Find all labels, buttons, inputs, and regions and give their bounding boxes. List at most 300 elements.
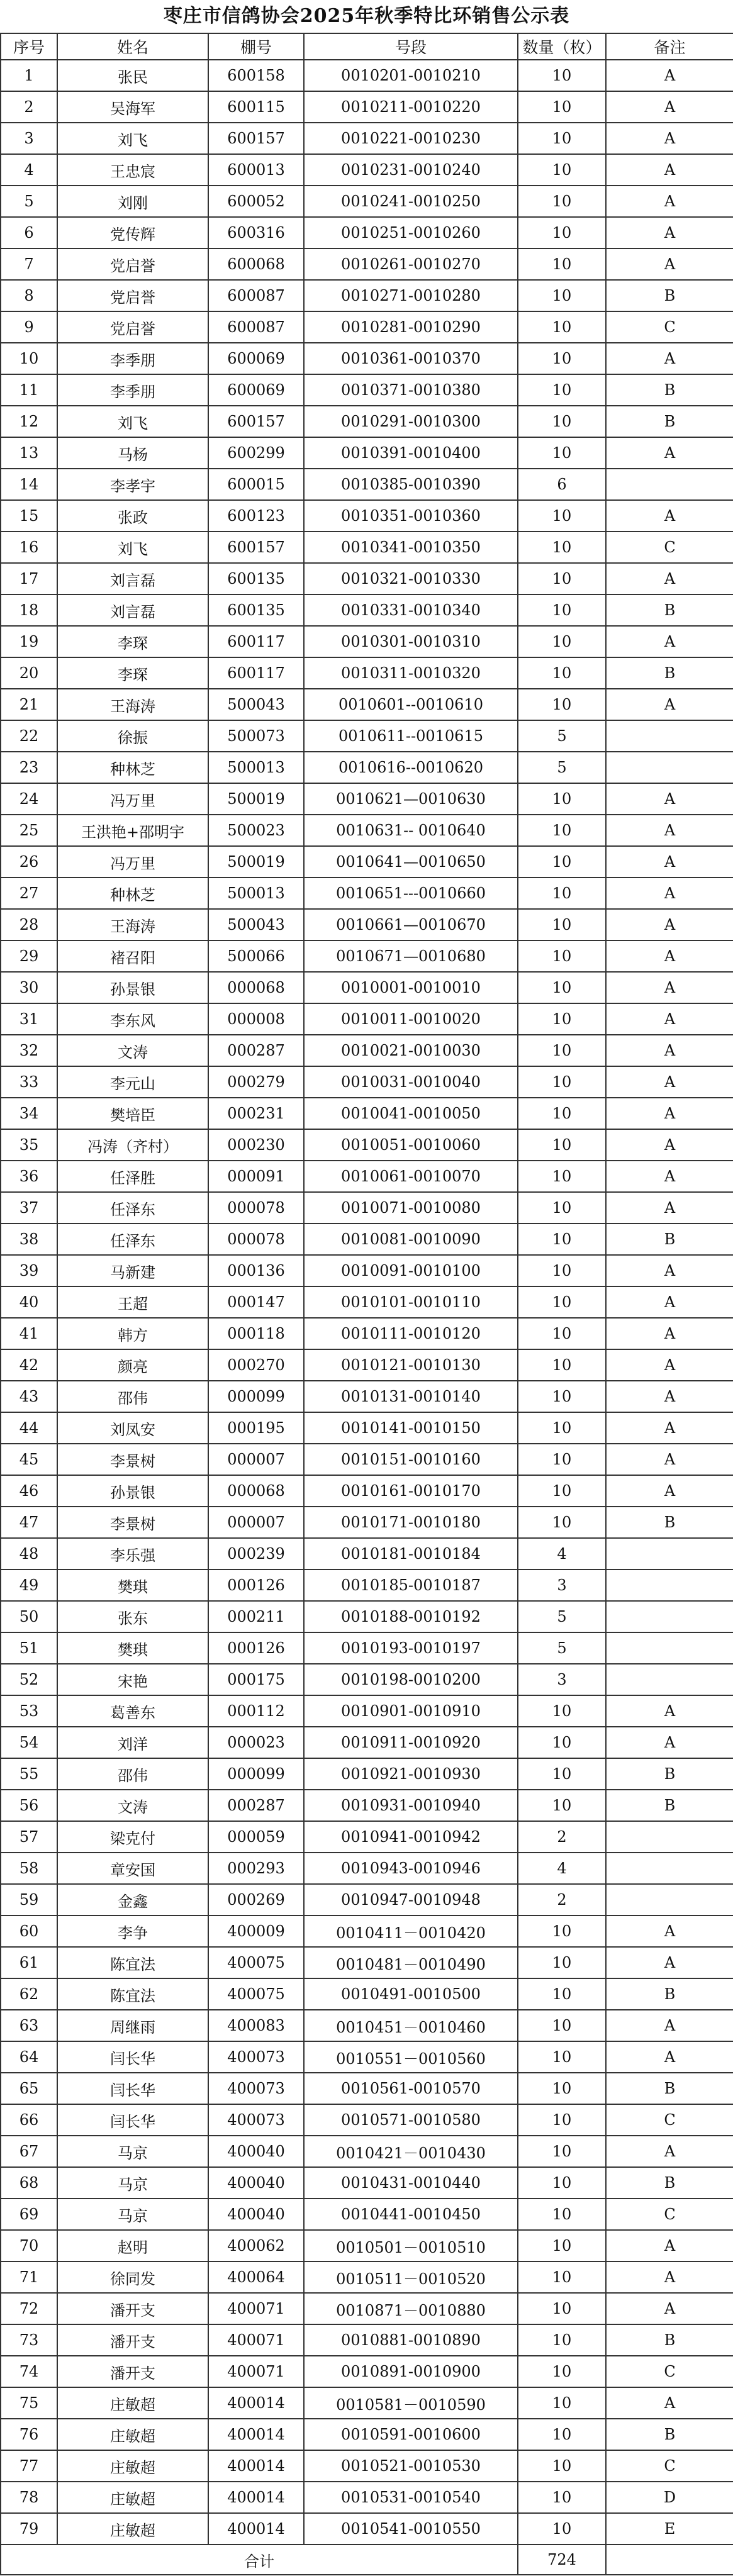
row-quantity: 10: [518, 1224, 606, 1255]
row-index: 65: [1, 2073, 57, 2104]
row-remark: [606, 1853, 733, 1884]
row-index: 78: [1, 2482, 57, 2513]
row-name: 王海涛: [57, 689, 208, 720]
table-row: [1, 1570, 733, 1601]
row-shed-number: 500073: [208, 720, 304, 752]
row-remark: B: [606, 406, 733, 437]
row-index: 21: [1, 689, 57, 720]
row-remark: A: [606, 437, 733, 469]
total-row: [1, 2545, 733, 2575]
row-name: 刘飞: [57, 123, 208, 154]
row-index: 69: [1, 2199, 57, 2230]
row-ring-range: 0010221-0010230: [304, 123, 518, 154]
row-name: 李孝宇: [57, 469, 208, 500]
row-index: 36: [1, 1161, 57, 1192]
row-ring-range: 0010531-0010540: [304, 2482, 518, 2513]
row-ring-range: 0010091-0010100: [304, 1255, 518, 1286]
row-ring-range: 0010941-0010942: [304, 1821, 518, 1853]
row-shed-number: 600068: [208, 248, 304, 280]
row-remark: A: [606, 248, 733, 280]
table-row: [1, 783, 733, 815]
row-quantity: 10: [518, 2041, 606, 2073]
row-remark: [606, 469, 733, 500]
row-name: 庄敏超: [57, 2450, 208, 2482]
row-index: 66: [1, 2104, 57, 2136]
row-shed-number: 000239: [208, 1538, 304, 1570]
row-ring-range: 0010943-0010946: [304, 1853, 518, 1884]
row-index: 58: [1, 1853, 57, 1884]
row-index: 60: [1, 1915, 57, 1947]
row-shed-number: 400064: [208, 2261, 304, 2293]
row-quantity: 10: [518, 500, 606, 532]
row-ring-range: 0010947-0010948: [304, 1884, 518, 1915]
row-name: 种林芝: [57, 878, 208, 909]
row-index: 2: [1, 91, 57, 123]
row-quantity: 5: [518, 1632, 606, 1664]
row-name: 王海涛: [57, 909, 208, 940]
row-name: 李季朋: [57, 343, 208, 374]
row-shed-number: 500043: [208, 909, 304, 940]
row-shed-number: 400014: [208, 2513, 304, 2545]
row-index: 55: [1, 1758, 57, 1790]
row-remark: A: [606, 878, 733, 909]
row-index: 75: [1, 2387, 57, 2419]
row-remark: [606, 1821, 733, 1853]
row-index: 31: [1, 1003, 57, 1035]
row-quantity: 10: [518, 1507, 606, 1538]
row-shed-number: 000195: [208, 1412, 304, 1444]
row-remark: A: [606, 2230, 733, 2261]
row-remark: E: [606, 2513, 733, 2545]
row-quantity: 10: [518, 1947, 606, 1978]
table-row: [1, 720, 733, 752]
row-ring-range: 0010291-0010300: [304, 406, 518, 437]
row-quantity: 10: [518, 626, 606, 657]
table-row: [1, 657, 733, 689]
row-name: 任泽胜: [57, 1161, 208, 1192]
row-remark: [606, 1538, 733, 1570]
row-quantity: 10: [518, 154, 606, 186]
row-remark: D: [606, 2482, 733, 2513]
row-index: 74: [1, 2356, 57, 2387]
row-ring-range: 0010301-0010310: [304, 626, 518, 657]
header-name: 姓名: [57, 33, 208, 60]
table-row: [1, 1632, 733, 1664]
row-quantity: 10: [518, 2261, 606, 2293]
row-ring-range: 0010421－0010430: [304, 2136, 518, 2167]
row-ring-range: 0010171-0010180: [304, 1507, 518, 1538]
row-shed-number: 000007: [208, 1507, 304, 1538]
row-name: 马京: [57, 2199, 208, 2230]
row-name: 邵伟: [57, 1758, 208, 1790]
row-shed-number: 000230: [208, 1129, 304, 1161]
table-row: [1, 2167, 733, 2199]
row-name: 赵明: [57, 2230, 208, 2261]
row-name: 李季朋: [57, 374, 208, 406]
row-index: 50: [1, 1601, 57, 1632]
row-remark: A: [606, 186, 733, 217]
row-remark: B: [606, 280, 733, 311]
row-index: 52: [1, 1664, 57, 1695]
row-index: 15: [1, 500, 57, 532]
row-index: 30: [1, 972, 57, 1003]
row-shed-number: 400009: [208, 1915, 304, 1947]
row-quantity: 10: [518, 2073, 606, 2104]
row-quantity: 10: [518, 311, 606, 343]
row-remark: [606, 1664, 733, 1695]
row-quantity: 10: [518, 1066, 606, 1098]
row-remark: B: [606, 1507, 733, 1538]
row-quantity: 10: [518, 2010, 606, 2041]
row-quantity: 10: [518, 815, 606, 846]
row-remark: A: [606, 1255, 733, 1286]
row-shed-number: 000136: [208, 1255, 304, 1286]
row-name: 张政: [57, 500, 208, 532]
table-row: [1, 2104, 733, 2136]
row-quantity: 10: [518, 1915, 606, 1947]
row-name: 马杨: [57, 437, 208, 469]
row-remark: A: [606, 1349, 733, 1381]
total-label: 合计: [1, 2545, 518, 2575]
row-shed-number: 000008: [208, 1003, 304, 1035]
row-name: 张民: [57, 60, 208, 91]
table-row: [1, 1695, 733, 1727]
row-name: 李景树: [57, 1444, 208, 1475]
row-remark: A: [606, 626, 733, 657]
row-ring-range: 0010541-0010550: [304, 2513, 518, 2545]
table-row: [1, 1790, 733, 1821]
row-remark: A: [606, 2136, 733, 2167]
table-header-row: [1, 33, 733, 60]
table-row: [1, 1349, 733, 1381]
row-ring-range: 0010161-0010170: [304, 1475, 518, 1507]
row-shed-number: 400062: [208, 2230, 304, 2261]
row-quantity: 10: [518, 91, 606, 123]
row-ring-range: 0010061-0010070: [304, 1161, 518, 1192]
row-quantity: 10: [518, 972, 606, 1003]
row-index: 29: [1, 940, 57, 972]
row-remark: [606, 1884, 733, 1915]
table-row: [1, 60, 733, 91]
row-shed-number: 600015: [208, 469, 304, 500]
row-name: 潘开支: [57, 2356, 208, 2387]
row-remark: A: [606, 909, 733, 940]
row-index: 41: [1, 1318, 57, 1349]
row-shed-number: 600117: [208, 626, 304, 657]
row-ring-range: 0010141-0010150: [304, 1412, 518, 1444]
row-remark: A: [606, 563, 733, 594]
row-name: 李争: [57, 1915, 208, 1947]
row-quantity: 10: [518, 2104, 606, 2136]
row-quantity: 10: [518, 123, 606, 154]
row-name: 陈宜法: [57, 1947, 208, 1978]
row-ring-range: 0010331-0010340: [304, 594, 518, 626]
table-row: [1, 1915, 733, 1947]
row-quantity: 10: [518, 1035, 606, 1066]
row-name: 李琛: [57, 657, 208, 689]
row-shed-number: 500013: [208, 752, 304, 783]
page-title: 枣庄市信鸽协会2025年秋季特比环销售公示表: [163, 5, 570, 27]
row-index: 3: [1, 123, 57, 154]
row-remark: A: [606, 1035, 733, 1066]
row-quantity: 10: [518, 1098, 606, 1129]
table-row: [1, 2073, 733, 2104]
row-name: 周继雨: [57, 2010, 208, 2041]
row-index: 1: [1, 60, 57, 91]
row-index: 6: [1, 217, 57, 248]
row-quantity: 10: [518, 2482, 606, 2513]
table-row: [1, 563, 733, 594]
row-name: 闫长华: [57, 2041, 208, 2073]
row-index: 47: [1, 1507, 57, 1538]
row-ring-range: 0010271-0010280: [304, 280, 518, 311]
row-index: 37: [1, 1192, 57, 1224]
row-ring-range: 0010521-0010530: [304, 2450, 518, 2482]
sales-table: [0, 33, 733, 2575]
row-quantity: 10: [518, 1412, 606, 1444]
table-row: [1, 2199, 733, 2230]
row-quantity: 10: [518, 1003, 606, 1035]
row-quantity: 10: [518, 1475, 606, 1507]
table-row: [1, 2324, 733, 2356]
row-shed-number: 400075: [208, 1947, 304, 1978]
row-ring-range: 0010451－0010460: [304, 2010, 518, 2041]
row-shed-number: 400040: [208, 2199, 304, 2230]
row-quantity: 10: [518, 594, 606, 626]
table-row: [1, 343, 733, 374]
row-index: 33: [1, 1066, 57, 1098]
row-index: 48: [1, 1538, 57, 1570]
row-remark: A: [606, 217, 733, 248]
row-ring-range: 0010261-0010270: [304, 248, 518, 280]
row-remark: A: [606, 1475, 733, 1507]
row-index: 16: [1, 532, 57, 563]
row-index: 19: [1, 626, 57, 657]
row-ring-range: 0010651---0010660: [304, 878, 518, 909]
row-remark: B: [606, 2419, 733, 2450]
row-name: 李元山: [57, 1066, 208, 1098]
table-row: [1, 123, 733, 154]
table-row: [1, 1758, 733, 1790]
row-index: 12: [1, 406, 57, 437]
row-ring-range: 0010121-0010130: [304, 1349, 518, 1381]
row-remark: A: [606, 846, 733, 878]
row-name: 张东: [57, 1601, 208, 1632]
row-shed-number: 600157: [208, 406, 304, 437]
row-shed-number: 000112: [208, 1695, 304, 1727]
row-ring-range: 0010601--0010610: [304, 689, 518, 720]
row-index: 14: [1, 469, 57, 500]
table-row: [1, 815, 733, 846]
row-remark: B: [606, 594, 733, 626]
row-ring-range: 0010921-0010930: [304, 1758, 518, 1790]
row-name: 王洪艳+邵明宇: [57, 815, 208, 846]
row-shed-number: 500019: [208, 783, 304, 815]
row-name: 刘凤安: [57, 1412, 208, 1444]
row-ring-range: 0010431-0010440: [304, 2167, 518, 2199]
row-ring-range: 0010181-0010184: [304, 1538, 518, 1570]
row-index: 7: [1, 248, 57, 280]
row-remark: A: [606, 1727, 733, 1758]
row-ring-range: 0010041-0010050: [304, 1098, 518, 1129]
table-row: [1, 594, 733, 626]
row-index: 43: [1, 1381, 57, 1412]
row-quantity: 10: [518, 1978, 606, 2010]
table-row: [1, 2387, 733, 2419]
row-remark: A: [606, 60, 733, 91]
table-row: [1, 1192, 733, 1224]
row-quantity: 5: [518, 1601, 606, 1632]
row-ring-range: 0010881-0010890: [304, 2324, 518, 2356]
table-row: [1, 374, 733, 406]
row-index: 17: [1, 563, 57, 594]
row-shed-number: 000279: [208, 1066, 304, 1098]
row-shed-number: 000099: [208, 1758, 304, 1790]
row-name: 樊琪: [57, 1632, 208, 1664]
row-shed-number: 600157: [208, 123, 304, 154]
row-shed-number: 600299: [208, 437, 304, 469]
row-ring-range: 0010251-0010260: [304, 217, 518, 248]
row-ring-range: 0010591-0010600: [304, 2419, 518, 2450]
table-row: [1, 2482, 733, 2513]
row-shed-number: 000078: [208, 1192, 304, 1224]
table-row: [1, 2356, 733, 2387]
row-ring-range: 0010901-0010910: [304, 1695, 518, 1727]
row-index: 54: [1, 1727, 57, 1758]
table-row: [1, 1035, 733, 1066]
row-index: 51: [1, 1632, 57, 1664]
row-name: 任泽东: [57, 1192, 208, 1224]
row-remark: B: [606, 374, 733, 406]
row-name: 刘言磊: [57, 594, 208, 626]
row-index: 34: [1, 1098, 57, 1129]
row-name: 褚召阳: [57, 940, 208, 972]
row-remark: B: [606, 657, 733, 689]
row-shed-number: 400071: [208, 2324, 304, 2356]
row-name: 刘飞: [57, 532, 208, 563]
row-remark: B: [606, 2324, 733, 2356]
total-value: 724: [518, 2545, 606, 2575]
header-remark: 备注: [606, 33, 733, 60]
row-name: 李乐强: [57, 1538, 208, 1570]
row-quantity: 10: [518, 1349, 606, 1381]
row-index: 40: [1, 1286, 57, 1318]
row-name: 梁克付: [57, 1821, 208, 1853]
row-shed-number: 400073: [208, 2041, 304, 2073]
row-index: 61: [1, 1947, 57, 1978]
row-remark: A: [606, 1381, 733, 1412]
table-row: [1, 1821, 733, 1853]
row-remark: A: [606, 1286, 733, 1318]
row-shed-number: 000078: [208, 1224, 304, 1255]
row-remark: B: [606, 2167, 733, 2199]
row-quantity: 10: [518, 783, 606, 815]
table-row: [1, 1978, 733, 2010]
row-ring-range: 0010185-0010187: [304, 1570, 518, 1601]
row-shed-number: 000059: [208, 1821, 304, 1853]
row-quantity: 10: [518, 1758, 606, 1790]
table-row: [1, 2010, 733, 2041]
row-quantity: 10: [518, 406, 606, 437]
table-row: [1, 1224, 733, 1255]
row-name: 刘言磊: [57, 563, 208, 594]
row-ring-range: 0010051-0010060: [304, 1129, 518, 1161]
row-ring-range: 0010321-0010330: [304, 563, 518, 594]
row-quantity: 10: [518, 2419, 606, 2450]
row-ring-range: 0010001-0010010: [304, 972, 518, 1003]
row-quantity: 3: [518, 1570, 606, 1601]
row-shed-number: 400083: [208, 2010, 304, 2041]
row-index: 56: [1, 1790, 57, 1821]
row-name: 潘开支: [57, 2324, 208, 2356]
row-ring-range: 0010501－0010510: [304, 2230, 518, 2261]
row-remark: A: [606, 1129, 733, 1161]
header-ring-range: 号段: [304, 33, 518, 60]
table-row: [1, 437, 733, 469]
header-shed-number: 棚号: [208, 33, 304, 60]
row-remark: A: [606, 343, 733, 374]
row-shed-number: 000293: [208, 1853, 304, 1884]
row-name: 韩方: [57, 1318, 208, 1349]
row-index: 18: [1, 594, 57, 626]
row-remark: A: [606, 123, 733, 154]
table-row: [1, 1381, 733, 1412]
table-row: [1, 217, 733, 248]
row-name: 刘洋: [57, 1727, 208, 1758]
row-ring-range: 0010198-0010200: [304, 1664, 518, 1695]
row-ring-range: 0010031-0010040: [304, 1066, 518, 1098]
row-ring-range: 0010281-0010290: [304, 311, 518, 343]
row-name: 马新建: [57, 1255, 208, 1286]
row-name: 樊培臣: [57, 1098, 208, 1129]
table-row: [1, 1255, 733, 1286]
table-row: [1, 469, 733, 500]
row-ring-range: 0010101-0010110: [304, 1286, 518, 1318]
row-index: 4: [1, 154, 57, 186]
row-quantity: 10: [518, 186, 606, 217]
row-index: 67: [1, 2136, 57, 2167]
row-remark: A: [606, 1098, 733, 1129]
table-row: [1, 2450, 733, 2482]
row-ring-range: 0010021-0010030: [304, 1035, 518, 1066]
row-quantity: 10: [518, 2167, 606, 2199]
row-quantity: 5: [518, 720, 606, 752]
row-remark: C: [606, 532, 733, 563]
row-ring-range: 0010671—0010680: [304, 940, 518, 972]
row-name: 李景树: [57, 1507, 208, 1538]
row-remark: A: [606, 783, 733, 815]
row-remark: B: [606, 1978, 733, 2010]
row-name: 庄敏超: [57, 2387, 208, 2419]
row-quantity: 10: [518, 909, 606, 940]
row-ring-range: 0010151-0010160: [304, 1444, 518, 1475]
table-row: [1, 280, 733, 311]
row-index: 25: [1, 815, 57, 846]
row-index: 26: [1, 846, 57, 878]
row-name: 党启誉: [57, 248, 208, 280]
row-quantity: 10: [518, 1255, 606, 1286]
row-quantity: 10: [518, 1286, 606, 1318]
row-name: 刘刚: [57, 186, 208, 217]
table-row: [1, 2419, 733, 2450]
table-row: [1, 626, 733, 657]
row-quantity: 10: [518, 374, 606, 406]
row-index: 49: [1, 1570, 57, 1601]
row-remark: A: [606, 1412, 733, 1444]
row-name: 邵伟: [57, 1381, 208, 1412]
table-row: [1, 1286, 733, 1318]
row-name: 金鑫: [57, 1884, 208, 1915]
